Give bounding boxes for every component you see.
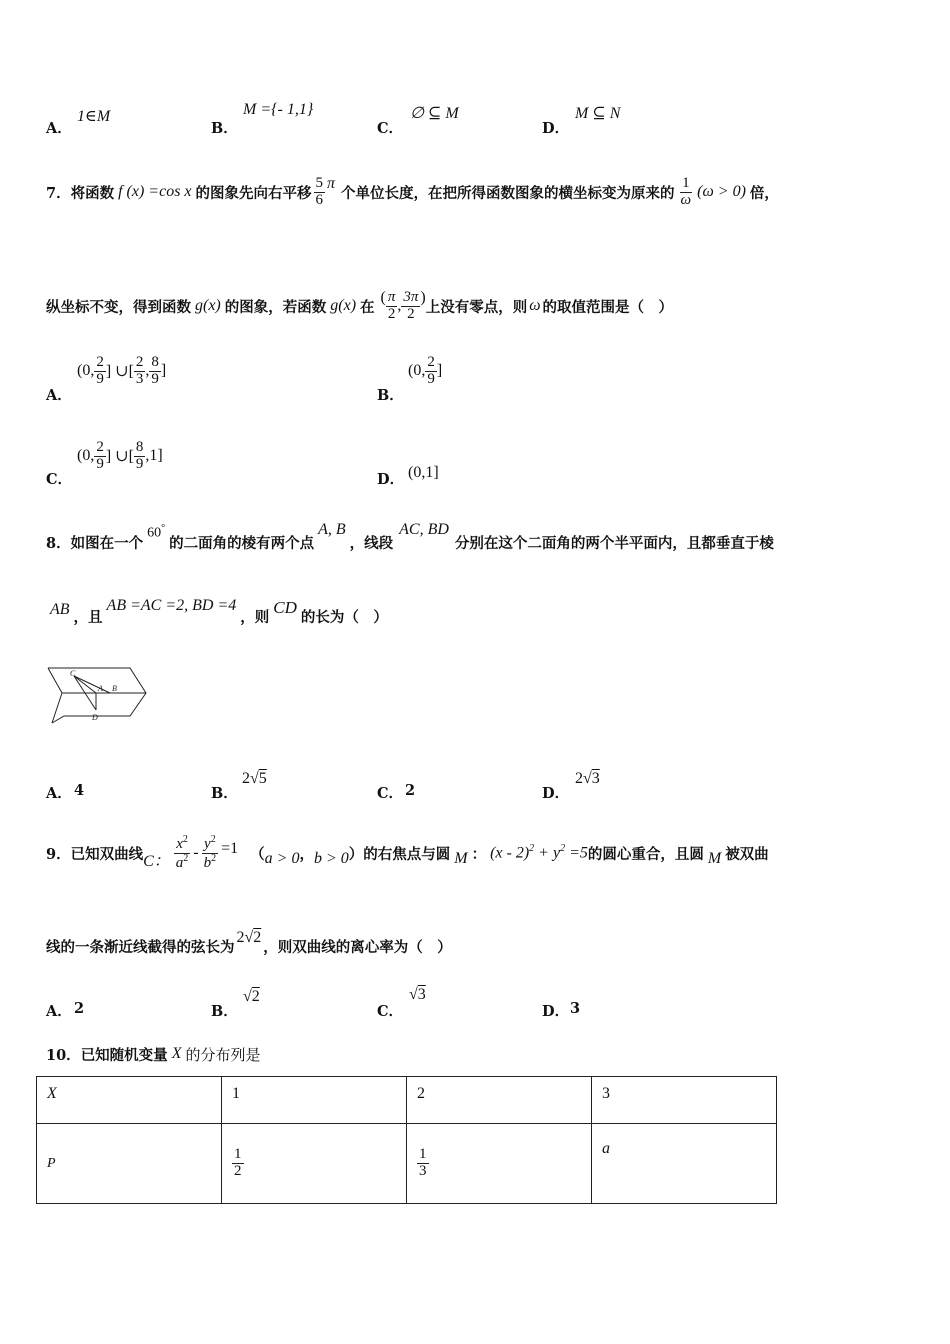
q9-circle-m-2: M <box>707 850 722 867</box>
q9-cond-close: ） <box>348 845 364 863</box>
q9-cond-b: b > 0 <box>313 850 349 867</box>
q8-figure-label-c: C <box>70 669 76 678</box>
q7-text-8: 上没有零点，则 <box>425 298 528 316</box>
q7-interval-comma: , <box>397 297 402 314</box>
q8-option-a-value: 4 <box>74 782 85 799</box>
q7-interval-close: ) <box>420 289 426 306</box>
q8-text-5: ，且 <box>73 608 103 626</box>
q8-text-2: 的二面角的棱有两个点 <box>169 534 315 552</box>
q6-option-a-label[interactable]: A． <box>46 120 72 137</box>
q10-distribution-table <box>36 1076 777 1204</box>
q7-text-4: 倍， <box>749 184 779 202</box>
q8-dihedral-figure <box>44 664 152 728</box>
q9-curve-c: C： <box>143 852 170 870</box>
q9-option-a-label[interactable]: A． <box>46 1003 72 1020</box>
q9-text-3: 的圆心重合，且圆 <box>587 845 704 863</box>
table-cell-p1: $\frac{1}{2}$ <box>222 1124 407 1204</box>
table-cell-x2: 2 <box>407 1077 592 1124</box>
table-cell-p2: $\frac{1}{3}$ <box>407 1124 592 1204</box>
q8-option-b-label[interactable]: B． <box>211 785 238 802</box>
q9-number: 9． <box>46 845 71 863</box>
q6-option-d-expr: M ⊆ N <box>575 105 621 122</box>
q7-text-7: 在 <box>360 298 375 316</box>
q9-option-c-label[interactable]: C． <box>377 1003 404 1020</box>
q7-text-1: 将函数 <box>70 184 115 202</box>
table-cell-x3: 3 <box>592 1077 777 1124</box>
q7-shift-fraction: $\frac{5}{6}$ <box>315 174 324 208</box>
q9-option-d-value: 3 <box>570 1000 581 1017</box>
q8-angle: 60° <box>147 522 166 541</box>
q8-stem-line2 <box>46 596 388 636</box>
q9-text-6: ，则双曲线的离心率为（ ） <box>263 938 452 956</box>
q8-figure-label-d: D <box>92 713 98 722</box>
q7-option-c-expr: (0, $\frac{2}{9}$ ] ∪[ $\frac{8}{9}$ ,1] <box>77 439 163 472</box>
q9-option-c-value: √3 <box>409 986 426 1003</box>
q9-y-fraction: $\frac{y^2}{b^2}$ <box>203 833 217 871</box>
q8-text-1: 如图在一个 <box>70 534 144 552</box>
q7-scale-fraction: $\frac{1}{\omega}$ <box>680 174 692 208</box>
q7-option-d-label[interactable]: D． <box>377 471 405 488</box>
table-cell-p-header: P <box>37 1124 222 1204</box>
q9-chord-length: 2√2 <box>236 929 262 946</box>
q7-interval-open: ( <box>380 289 386 306</box>
q7-text-5: 纵坐标不变，得到函数 <box>46 298 191 316</box>
q9-stem-line1 <box>46 828 769 878</box>
q10-stem <box>46 1043 260 1065</box>
q7-option-a-label[interactable]: A． <box>46 387 72 404</box>
q8-option-d-value: 2√3 <box>575 770 600 787</box>
q8-option-b-value: 2√5 <box>242 770 267 787</box>
q7-omega: ω <box>529 297 541 314</box>
q7-text-3: 个单位长度，在把所得函数图象的横坐标变为原来的 <box>341 184 675 202</box>
q7-g-function: g(x) <box>195 297 221 314</box>
q8-option-a-label[interactable]: A． <box>46 785 72 802</box>
q10-number: 10． <box>46 1046 81 1064</box>
q9-stem-line2 <box>46 926 452 966</box>
q8-figure-label-a: A <box>98 684 103 693</box>
q8-text-4: 分别在这个二面角的两个半平面内，且都垂直于棱 <box>454 534 774 552</box>
q7-option-b-expr: (0, $\frac{2}{9}$ ] <box>408 354 443 387</box>
q7-g-function-2: g(x) <box>330 297 357 314</box>
q8-text-7: 的长为（ ） <box>300 608 388 626</box>
q7-stem-line1 <box>46 162 779 222</box>
q7-option-d-expr: (0,1] <box>408 464 439 481</box>
q7-text-9: 的取值范围是（ ） <box>542 298 674 316</box>
q9-x-fraction: $\frac{x^2}{a^2}$ <box>175 833 189 871</box>
q7-number: 7． <box>46 184 71 202</box>
q9-text-2: 的右焦点与圆 <box>363 845 451 863</box>
q7-omega-condition: (ω > 0) <box>697 183 746 200</box>
table-row <box>37 1124 777 1204</box>
q7-option-c-label[interactable]: C． <box>46 471 73 488</box>
q9-option-d-label[interactable]: D． <box>542 1003 570 1020</box>
q6-option-b-label[interactable]: B． <box>211 120 238 137</box>
q9-cond-sep: ， <box>299 845 314 863</box>
q9-text-5: 线的一条渐近线截得的弦长为 <box>46 938 235 956</box>
q6-option-b-expr: M ={- 1,1} <box>243 101 314 118</box>
q9-equals-one: =1 <box>221 840 239 857</box>
q9-text-1: 已知双曲线 <box>70 845 144 863</box>
q6-option-d-label[interactable]: D． <box>542 120 570 137</box>
q7-shift-pi: π <box>327 175 336 192</box>
q7-stem-line2 <box>46 276 673 336</box>
q6-option-c-label[interactable]: C． <box>377 120 404 137</box>
q8-text-6: ，则 <box>240 608 270 626</box>
q7-interval-a: $\frac{\pi}{2}$ <box>387 288 396 322</box>
q9-cond-open: （ <box>250 845 265 863</box>
q8-segments: AC, BD <box>399 521 449 538</box>
q8-option-c-label[interactable]: C． <box>377 785 404 802</box>
q8-points: A, B <box>318 521 346 538</box>
table-cell-p3: a <box>592 1124 777 1204</box>
q8-number: 8． <box>46 534 71 552</box>
q8-option-c-value: 2 <box>405 782 416 799</box>
q9-minus: - <box>193 844 199 861</box>
q8-ab: AB <box>50 601 70 618</box>
q8-lengths: AB =AC =2, BD =4 <box>106 597 237 614</box>
q8-text-3: ，线段 <box>349 534 394 552</box>
q8-option-d-label[interactable]: D． <box>542 785 570 802</box>
q8-figure-label-b: B <box>112 684 117 693</box>
q7-text-2: 的图象先向右平移 <box>195 184 312 202</box>
q10-text-1: 已知随机变量 <box>80 1046 168 1064</box>
q6-option-a-expr: 1∈M <box>77 108 111 125</box>
q7-function: f (x) =cos x <box>118 183 192 200</box>
q10-variable-x: X <box>171 1045 182 1062</box>
q8-stem-line1 <box>46 522 774 562</box>
q6-option-c-expr: ∅ ⊆ M <box>410 105 459 122</box>
q8-figure-upper-left-edge <box>48 668 62 693</box>
q9-circle-equation: $(x - 2)^2 + y^2 =5$ <box>490 843 588 862</box>
table-cell-x-header: X <box>37 1077 222 1124</box>
q7-option-b-label[interactable]: B． <box>377 387 404 404</box>
q9-colon: ： <box>471 845 487 863</box>
q9-text-4: 被双曲 <box>725 845 769 863</box>
q10-text-2: 的分布列是 <box>185 1045 261 1064</box>
q9-option-b-label[interactable]: B． <box>211 1003 238 1020</box>
q7-option-a-expr: (0, $\frac{2}{9}$ ] ∪[ $\frac{2}{3}$ , $\frac{8}{9}$ ] <box>77 354 167 387</box>
q7-interval-b: $\frac{3\pi}{2}$ <box>403 288 419 322</box>
table-cell-x1: 1 <box>222 1077 407 1124</box>
q7-text-6: 的图象，若函数 <box>224 298 327 316</box>
q9-circle-m: M <box>454 850 468 867</box>
q9-option-b-value: √2 <box>243 988 260 1005</box>
q9-option-a-value: 2 <box>74 1000 85 1017</box>
table-row <box>37 1077 777 1124</box>
q8-cd: CD <box>273 598 297 617</box>
q9-cond-a: a > 0 <box>264 850 300 867</box>
